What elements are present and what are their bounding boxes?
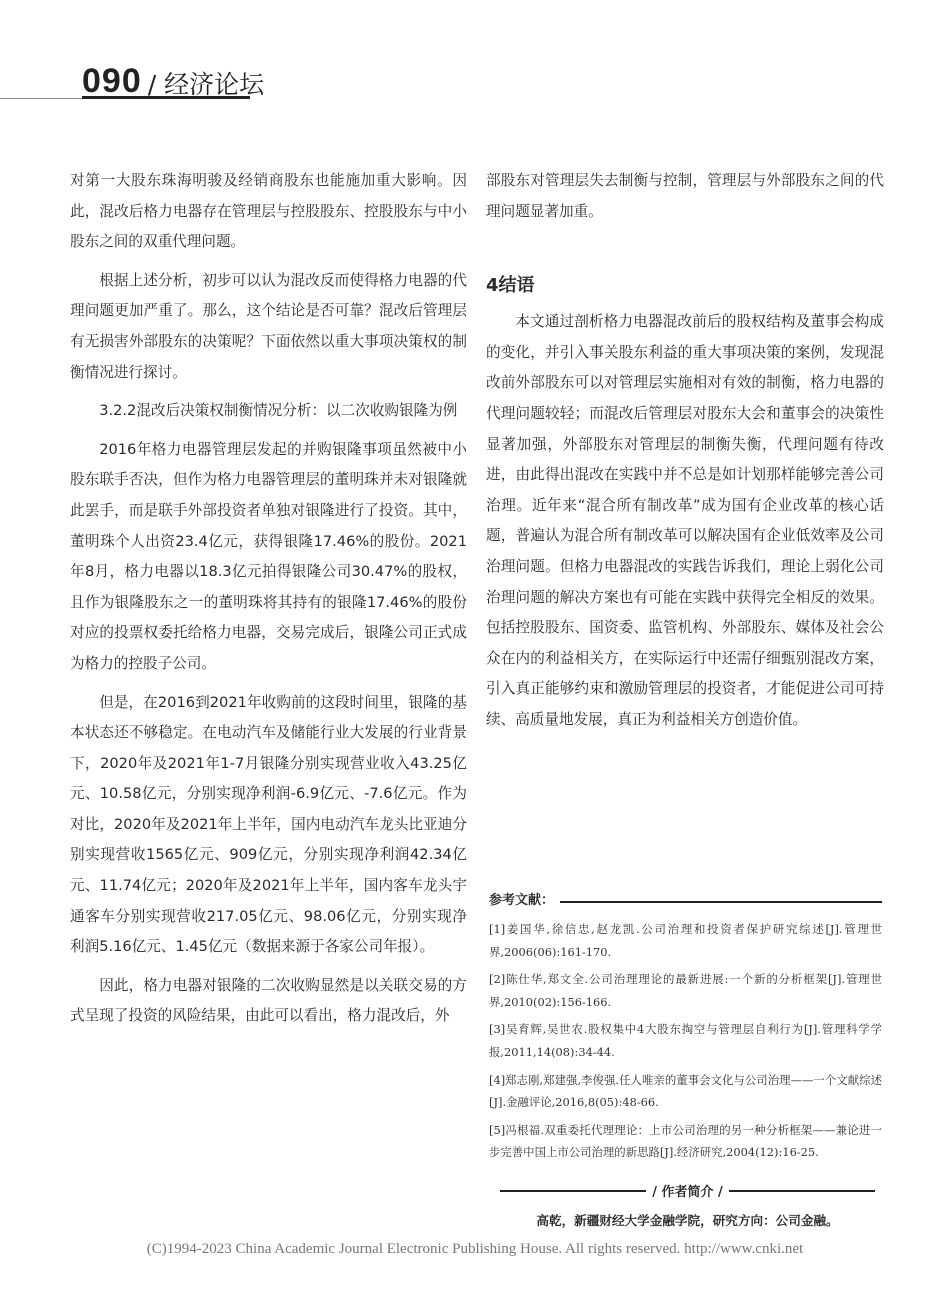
left-column: [70, 166, 467, 1040]
author-heading: / 作者简介 /: [652, 1185, 723, 1200]
reference-item: [2]陈仕华,郑文全.公司治理理论的最新进展:一个新的分析框架[J].管理世界,2010(02):156-166.: [489, 972, 882, 1009]
paragraph: 根据上述分析，初步可以认为混改反而使得格力电器的代理问题更加严重了。那么，这个结论是否可靠？混改后管理层有无损害外部股东的决策呢？下面依然以重大事项决策权的制衡情况进行探讨。: [70, 271, 467, 381]
reference-item: [4]郑志刚,郑建强,李俊强.任人唯亲的董事会文化与公司治理——一个文献综述[J].金融评论,2016,8(05):48-66.: [489, 1072, 882, 1110]
copyright-footer: (C)1994-2023 China Academic Journal Electronic Publishing House. All rights reserved. http://www.cnki.net: [146, 1241, 804, 1257]
references-header: [489, 889, 882, 908]
subsection-heading: 3.2.2混改后决策权制衡情况分析：以二次收购银隆为例: [99, 402, 458, 420]
author-header: [500, 1181, 875, 1200]
author-rule-left: [500, 1190, 646, 1192]
page-number: 090: [82, 62, 142, 100]
section-title: / 经济论坛: [147, 69, 265, 99]
reference-item: [1]姜国华,徐信忠,赵龙凯.公司治理和投资者保护研究综述[J].管理世界,2006(06):161-170.: [489, 922, 882, 959]
paragraph: 因此，格力电器对银隆的二次收购显然是以关联交易的方式呈现了投资的风险结果，由此可以看出，格力混改后，外: [70, 976, 467, 1025]
conclusion-paragraph: 本文通过剖析格力电器混改前后的股权结构及董事会构成的变化，并引入事关股东利益的重大事项决策的案例，发现混改前外部股东可以对管理层实施相对有效的制衡，格力电器的代理问题较轻；而混改后管理层对股东大会和董事会的决策性显著加强，外部股东对管理层的制衡失衡，代理问题有待改进，由此得出混改在实践中并不总是如计划那样能够完善公司治理。近年来“混合所有制改革”成为国有企业改革的核心话题，普遍认为混合所有制改革可以解决国有企业低效率及公司治理问题。但格力电器混改的实践告诉我们，理论上弱化公司治理问题的解决方案也有可能在实践中获得完全相反的效果。包括控股股东、国资委、监管机构、外部股东、媒体及社会公众在内的利益相关方，在实际运行中还需仔细甄别混改方案，引入真正能够约束和激励管理层的投资者，才能促进公司可持续、高质量地发展，真正为利益相关方创造价值。: [486, 313, 884, 728]
reference-list: [489, 918, 882, 1164]
paragraph: 但是，在2016到2021年收购前的这段时间里，银隆的基本状态还不够稳定。在电动汽车及储能行业大发展的行业背景下，2020年及2021年1-7月银隆分别实现营业收入43.25亿元、10.58亿元，分别实现净利润-6.9亿元、-7.6亿元。作为对比，2020年及2021年上半年，国内电动汽车龙头比亚迪分别实现营收1565亿元、909亿元，分别实现净利润42.34亿元、11.74亿元；2020年及2021年上半年，国内客车龙头宇通客车分别实现营收217.05亿元、98.06亿元，分别实现净利润5.16亿元、1.45亿元（数据来源于各家公司年报）。: [70, 693, 467, 956]
section-heading: 4结语: [486, 275, 535, 297]
author-text: 高乾，新疆财经大学金融学院，研究方向：公司金融。: [536, 1213, 839, 1228]
header-rule-thick: [82, 96, 250, 99]
reference-item: [5]冯根福.双重委托代理理论：上市公司治理的另一种分析框架——兼论进一步完善中国上市公司治理的新思路[J].经济研究,2004(12):16-25.: [489, 1122, 882, 1160]
paragraph-continuation: 部股东对管理层失去制衡与控制，管理层与外部股东之间的代理问题显著加重。: [486, 172, 884, 220]
references-rule: [560, 901, 882, 903]
reference-item: [3]吴育辉,吴世农.股权集中4大股东掏空与管理层自利行为[J].管理科学学报,2011,14(08):34-44.: [489, 1022, 882, 1059]
references: [489, 889, 882, 1169]
right-column: [486, 166, 884, 744]
page-header: [82, 58, 264, 98]
header-rule-thin: [0, 98, 82, 99]
author-rule-right: [729, 1190, 875, 1192]
paragraph: 对第一大股东珠海明骏及经销商股东也能施加重大影响。因此，混改后格力电器存在管理层与控股股东、控股股东与中小股东之间的双重代理问题。: [70, 172, 467, 251]
paragraph: 2016年格力电器管理层发起的并购银隆事项虽然被中小股东联手否决，但作为格力电器管理层的董明珠并未对银隆就此罢手，而是联手外部投资者单独对银隆进行了投资。其中，董明珠个人出资23.4亿元，获得银隆17.46%的股份。2021年8月，格力电器以18.3亿元拍得银隆公司30.47%的股权，且作为银隆股东之一的董明珠将其持有的银隆17.46%的股份对应的投票权委托给格力电器，交易完成后，银隆公司正式成为格力的控股子公司。: [70, 440, 467, 672]
author-bio: [500, 1181, 875, 1229]
references-heading: 参考文献：: [489, 893, 555, 908]
